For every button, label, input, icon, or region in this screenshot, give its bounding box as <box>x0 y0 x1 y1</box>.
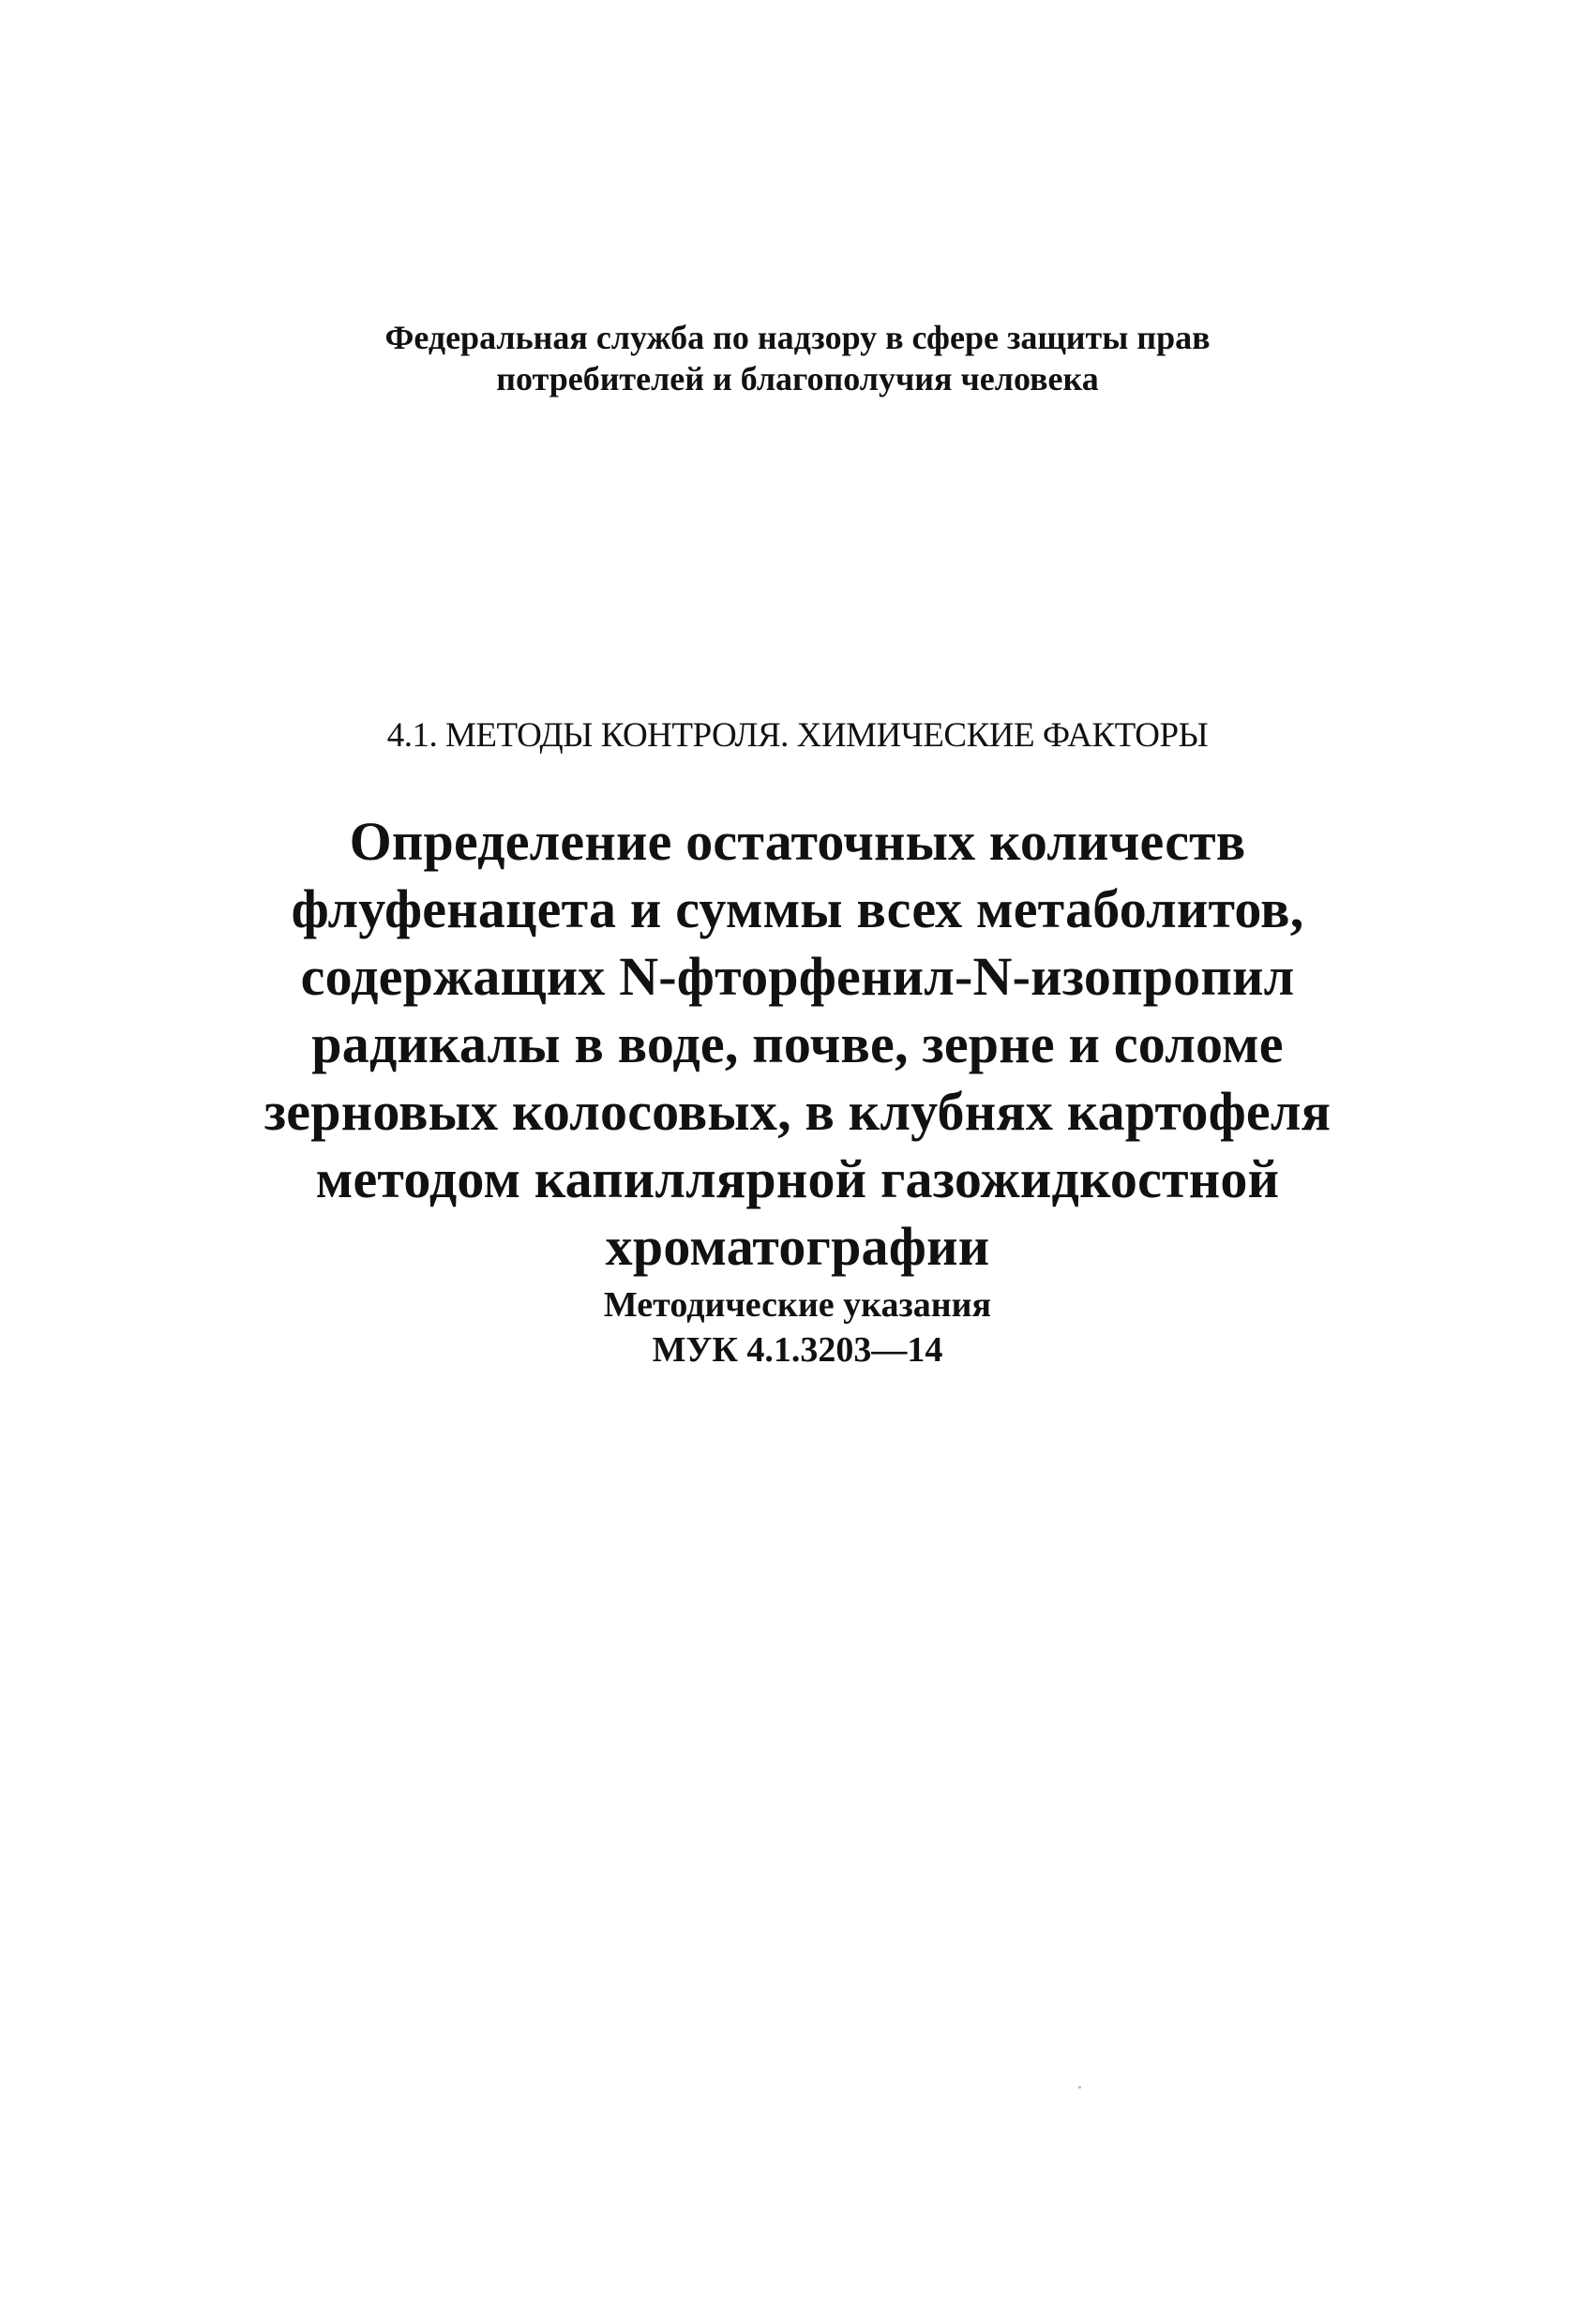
document-type-block <box>0 1282 1595 1372</box>
series-label: 4.1. МЕТОДЫ КОНТРОЛЯ. ХИМИЧЕСКИЕ ФАКТОРЫ <box>386 716 1209 755</box>
title-line-3: содержащих N-фторфенил-N-изопропил <box>300 946 1295 1007</box>
title-line-5: зерновых колосовых, в клубнях картофеля <box>263 1081 1332 1142</box>
document-code: МУК 4.1.3203—14 <box>652 1330 943 1370</box>
document-title <box>0 808 1595 1281</box>
title-line-7: хроматографии <box>605 1216 990 1277</box>
agency-line-1: Федеральная служба по надзору в сфере защиты прав <box>384 319 1211 356</box>
document-type: Методические указания <box>603 1285 992 1325</box>
title-line-1: Определение остаточных количеств <box>349 811 1246 872</box>
title-line-2: флуфенацета и суммы всех метаболитов, <box>291 878 1304 939</box>
agency-header <box>0 317 1595 399</box>
series-heading <box>0 714 1595 757</box>
scan-speck <box>1078 2086 1081 2089</box>
title-line-6: методом капиллярной газожидкостной <box>315 1148 1280 1209</box>
agency-line-2: потребителей и благополучия человека <box>496 360 1099 397</box>
title-line-4: радикалы в воде, почве, зерне и соломе <box>311 1013 1284 1074</box>
